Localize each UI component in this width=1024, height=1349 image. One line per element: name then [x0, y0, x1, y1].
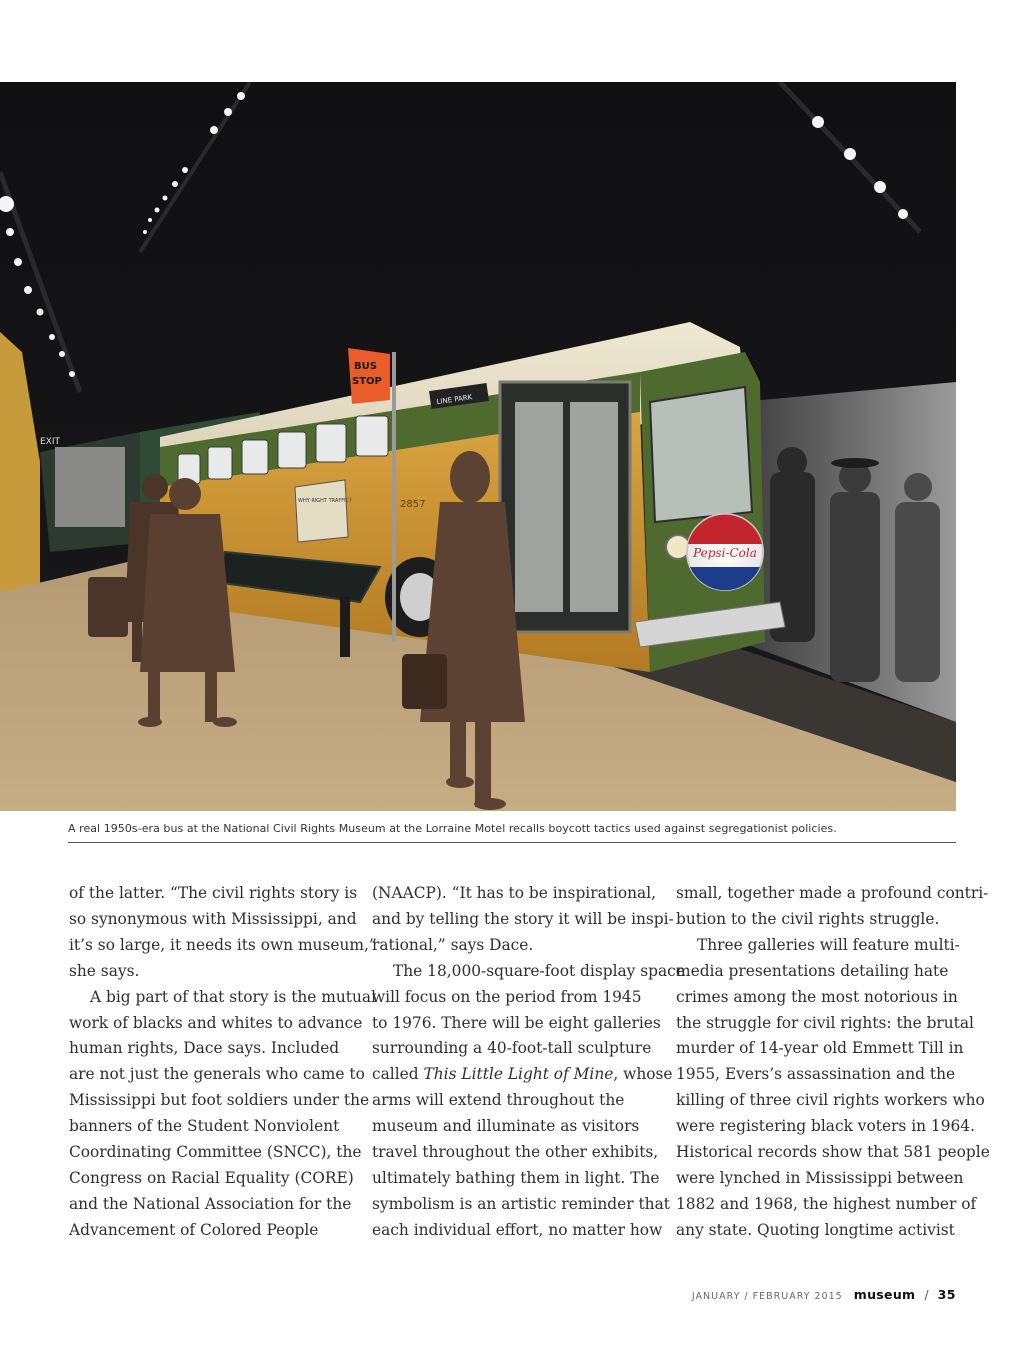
body-line: each individual effort, no matter how [372, 1220, 663, 1239]
pepsi-sign [687, 514, 763, 590]
body-line: are not just the generals who came to [69, 1065, 365, 1084]
hero-photo [0, 82, 956, 811]
body-line: any state. Quoting longtime activist [676, 1220, 955, 1239]
body-line [372, 1062, 673, 1088]
body-line: crimes among the most notorious in [676, 987, 958, 1006]
exit-sign: EXIT [40, 437, 61, 447]
body-line: of the latter. “The civil rights story is [69, 884, 358, 902]
body-line: human rights, Dace says. Included [69, 1039, 340, 1058]
pepsi-logo-text: Pepsi-Cola [693, 546, 757, 560]
body-line: symbolism is an artistic reminder that [372, 1194, 670, 1213]
destination-sign: LINE PARK [436, 393, 473, 407]
body-line: Three galleries will feature multi- [697, 935, 960, 954]
body-line: to 1976. There will be eight galleries [372, 1013, 661, 1032]
body-line: surrounding a 40-foot-tall sculpture [372, 1039, 652, 1058]
text-column-2 [372, 881, 685, 1244]
bus-stop-sign-line2: STOP [352, 376, 382, 387]
body-line: the struggle for civil rights: the brutal [676, 1013, 974, 1032]
body-line: will focus on the period from 1945 [372, 987, 642, 1006]
body-line: Congress on Racial Equality (CORE) [69, 1168, 354, 1187]
body-line: A big part of that story is the mutual [90, 987, 376, 1006]
body-line: killing of three civil rights workers who [676, 1091, 985, 1110]
magazine-name: museum [853, 1287, 916, 1302]
body-line: Coordinating Committee (SNCC), the [69, 1143, 362, 1162]
photo-caption: A real 1950s-era bus at the National Civil Rights Museum at the Lorraine Motel recalls boycott tactics used against segregationist policies. [68, 822, 837, 835]
issue-date: JANUARY / FEBRUARY 2015 [691, 1291, 843, 1302]
body-line: (NAACP). “It has to be inspirational, [372, 884, 657, 902]
text-column-3 [676, 881, 990, 1244]
museum-bus-illustration [0, 82, 956, 811]
bus-number: 2857 [400, 499, 426, 510]
body-line: it’s so large, it needs its own museum,” [69, 935, 377, 954]
exhibit-table-leg [340, 597, 350, 657]
body-line: arms will extend throughout the [372, 1091, 625, 1110]
body-line: were lynched in Mississippi between [676, 1168, 964, 1187]
body-text: , whose [613, 1065, 673, 1084]
body-line: banners of the Student Nonviolent [69, 1117, 340, 1136]
caption-divider [68, 842, 956, 843]
body-line: work of blacks and whites to advance [69, 1013, 363, 1032]
body-line: and the National Association for the [69, 1194, 352, 1213]
body-line: Mississippi but foot soldiers under the [69, 1091, 370, 1110]
body-line: bution to the civil rights struggle. [676, 909, 940, 928]
body-line: small, together made a profound contri- [676, 884, 989, 902]
body-line: museum and illuminate as visitors [372, 1117, 640, 1136]
body-line: were registering black voters in 1964. [676, 1117, 975, 1136]
body-line: she says. [69, 961, 140, 980]
body-line: ultimately bathing them in light. The [372, 1168, 660, 1187]
bus-panel-sign: WHY RIGHT TRAFFIC? [298, 498, 352, 504]
body-line: so synonymous with Mississippi, and [69, 909, 357, 928]
left-exhibit-photo [55, 447, 125, 527]
text-column-1 [69, 881, 377, 1244]
body-line: The 18,000-square-foot display space [393, 961, 685, 980]
bus-stop-sign-line1: BUS [354, 361, 377, 372]
body-line: travel throughout the other exhibits, [372, 1143, 659, 1162]
body-line: murder of 14-year old Emmett Till in [676, 1039, 964, 1058]
sculpture-title: This Little Light of Mine [423, 1065, 614, 1084]
body-line: rational,” says Dace. [372, 935, 534, 954]
footer-separator: / [924, 1288, 929, 1302]
body-line: 1882 and 1968, the highest number of [676, 1194, 977, 1213]
body-line: and by telling the story it will be inspi- [372, 909, 674, 928]
page-footer [692, 1284, 956, 1303]
body-text: called [372, 1065, 424, 1084]
body-line: Historical records show that 581 people [676, 1143, 990, 1162]
body-line: media presentations detailing hate [676, 961, 949, 980]
body-line: Advancement of Colored People [69, 1220, 319, 1239]
body-line: 1955, Evers’s assassination and the [676, 1065, 956, 1084]
page-number: 35 [937, 1287, 956, 1302]
